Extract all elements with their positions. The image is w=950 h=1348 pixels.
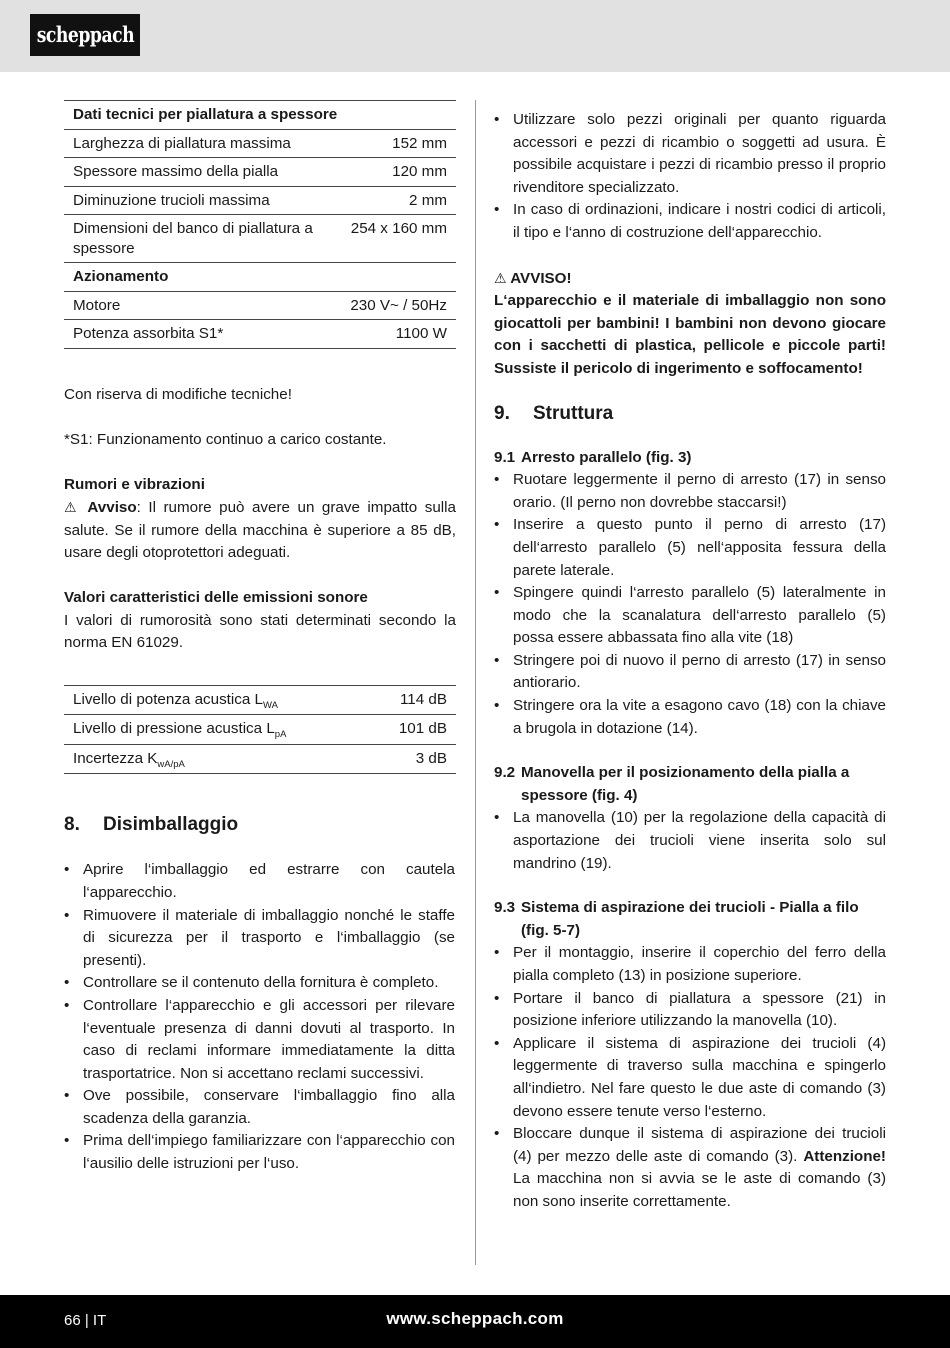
crank-list (494, 807, 886, 875)
page-number: 66 | IT (64, 1312, 107, 1329)
left-column (64, 100, 456, 1176)
emission-text: I valori di rumorosità sono stati determinati secondo la norma EN 61029. (64, 611, 456, 652)
list-item: • Bloccare dunque il sistema di aspirazione dei trucioli (4) per mezzo delle aste di comando (3). Attenzione! La macchina non si avvia se le aste di comando (3) non sono inserite correttamente. (494, 1123, 886, 1213)
warning-text: L‘apparecchio e il materiale di imballaggio non sono giocattoli per bambini! I bambini non devono giocare con i sacchetti di plastica, pellicole e piccole parti! Sussiste il pericolo di ingerimento e soffocamento! (494, 292, 886, 377)
table-row: Diminuzione trucioli massima 2 mm (64, 186, 456, 215)
table-row: Spessore massimo della pialla 120 mm (64, 158, 456, 187)
warning-triangle-icon: ⚠ (64, 499, 80, 516)
list-item: • Rimuovere il materiale di imballaggio nonché le staffe di sicurezza per il trasporto e l‘imballaggio (se presenti). (64, 905, 455, 973)
subsection-9-3-heading: 9.3 Sistema di aspirazione dei trucioli - Pialla a filo (fig. 5-7) (494, 899, 859, 939)
table-row: Livello di potenza acustica $L_{WA}$ 114 dB (64, 685, 456, 715)
list-item: • Spingere quindi l‘arresto parallelo (5) lateralmente in modo che la scanalatura dell‘arresto parallelo (5) possa essere abbassata fino alla vite (18) (494, 582, 886, 650)
table-row: Incertezza $K_{wA/pA}$ 3 dB (64, 744, 456, 774)
technical-data-table (64, 100, 456, 349)
list-item: • Portare il banco di piallatura a spessore (21) in posizione inferiore utilizzando la manovella (10). (494, 988, 886, 1033)
table-subheading: Azionamento (64, 263, 456, 292)
table-row: Larghezza di piallatura massima 152 mm (64, 129, 456, 158)
list-item: • Inserire a questo punto il perno di arresto (17) dell‘arresto parallelo (5) nell‘apposita fessura della parete laterale. (494, 514, 886, 582)
right-column (494, 109, 886, 1214)
list-item: • Controllare se il contenuto della fornitura è completo. (64, 972, 455, 995)
list-item: • Per il montaggio, inserire il coperchio del ferro della pialla completo (13) in posizione superiore. (494, 942, 886, 987)
list-item: • Aprire l‘imballaggio ed estrarre con cautela l‘apparecchio. (64, 859, 455, 904)
noise-heading: Rumori e vibrazioni (64, 475, 205, 493)
list-item: • Ruotare leggermente il perno di arresto (17) in senso orario. (Il perno non dovrebbe staccarsi!) (494, 469, 886, 514)
noise-warning: ⚠ Avviso: Il rumore può avere un grave impatto sulla salute. Se il rumore della macchina è superiore a 85 dB, usare degli otoprotettori adeguati. (64, 499, 456, 562)
list-item: • Stringere ora la vite a esagono cavo (18) con la chiave a brugola in dotazione (14). (494, 695, 886, 740)
s1-note: *S1: Funzionamento continuo a carico costante. (64, 431, 387, 449)
list-item: • Applicare il sistema di aspirazione dei trucioli (4) leggermente di traverso sulla macchina e spingerlo all‘indietro. Nel fare questo le due aste di comando (3) devono essere tenute verso l‘esterno. (494, 1033, 886, 1123)
subsection-9-1-heading: 9.1 Arresto parallelo (fig. 3) (494, 448, 692, 466)
section-8-heading: 8. Disimballaggio (64, 814, 239, 836)
list-item: • In caso di ordinazioni, indicare i nostri codici di articoli, il tipo e l‘anno di costruzione dell‘apparecchio. (494, 199, 886, 244)
website-url: www.scheppach.com (386, 1309, 564, 1328)
list-item: • La manovella (10) per la regolazione della capacità di asportazione dei trucioli viene inserita solo sul mandrino (19). (494, 807, 886, 875)
page-header (0, 0, 950, 72)
table-row: Dimensioni del banco di piallatura a spessore 254 x 160 mm (64, 215, 456, 263)
reserve-note: Con riserva di modifiche tecniche! (64, 385, 292, 403)
list-item: • Prima dell‘impiego familiarizzare con l‘apparecchio con l‘ausilio delle istruzioni per l‘uso. (64, 1130, 455, 1175)
list-item: • Ove possibile, conservare l‘imballaggio fino alla scadenza della garanzia. (64, 1085, 455, 1130)
spare-parts-list (494, 109, 886, 245)
table-row: Potenza assorbita S1* 1100 W (64, 320, 456, 349)
extraction-list (494, 942, 886, 1213)
scheppach-logo: scheppach (30, 14, 140, 56)
emission-heading: Valori caratteristici delle emissioni sonore (64, 589, 368, 607)
unpacking-list (64, 859, 456, 1175)
table-row: Livello di pressione acustica $L_{pA}$ 101 dB (64, 715, 456, 745)
parallel-stop-list (494, 469, 886, 740)
warning-triangle-icon: ⚠ (494, 269, 507, 286)
table-row: Motore 230 V~ / 50Hz (64, 291, 456, 320)
noise-values-table (64, 685, 456, 775)
list-item: • Utilizzare solo pezzi originali per quanto riguarda accessori e pezzi di ricambio o soggetti ad usura. È possibile acquistare i pezzi di ricambio presso il proprio rivenditore specializzato. (494, 109, 886, 199)
section-9-heading: 9. Struttura (494, 402, 614, 424)
subsection-9-2-heading: 9.2 Manovella per il posizionamento della pialla a spessore (fig. 4) (494, 764, 850, 804)
page-footer (0, 1295, 950, 1348)
list-item: • Stringere poi di nuovo il perno di arresto (17) in senso antiorario. (494, 650, 886, 695)
list-item: • Controllare l‘apparecchio e gli accessori per rilevare l‘eventuale presenza di danni dovuti al trasporto. In caso di reclami informare immediatamente la ditta trasportatrice. Non si accettano reclami successivi. (64, 995, 455, 1085)
table-heading: Dati tecnici per piallatura a spessore (64, 101, 456, 130)
warning-heading: ⚠ AVVISO! (494, 269, 572, 287)
column-divider (475, 100, 476, 1265)
